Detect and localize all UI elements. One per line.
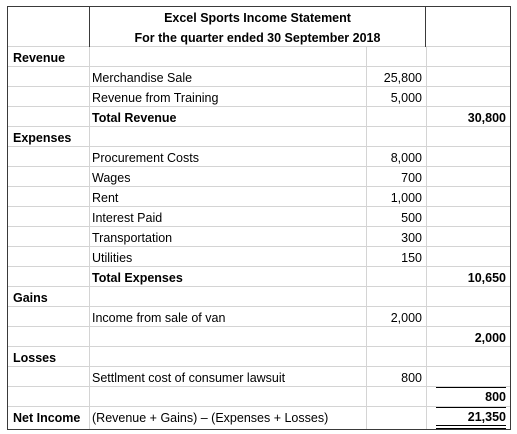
- expense-item-amount: 150: [401, 251, 422, 265]
- total-expenses-label: Total Expenses: [92, 271, 183, 285]
- expense-item-amount: 700: [401, 171, 422, 185]
- revenue-item-amount: 5,000: [390, 91, 422, 105]
- total-expenses-amount: 10,650: [467, 271, 506, 285]
- grid-line: [8, 66, 510, 67]
- grid-line: [89, 47, 90, 429]
- expense-item-label: Interest Paid: [92, 211, 163, 225]
- gains-heading: Gains: [13, 291, 48, 305]
- losses-heading: Losses: [13, 351, 57, 365]
- income-statement-sheet: [7, 6, 511, 430]
- grid-line: [8, 206, 510, 207]
- grid-line: [8, 146, 510, 147]
- net-income-label: Net Income: [13, 411, 81, 425]
- total-revenue-amount: 30,800: [467, 111, 506, 125]
- grid-line: [8, 326, 510, 327]
- statement-subtitle: For the quarter ended 30 September 2018: [134, 31, 381, 45]
- revenue-item-label: Revenue from Training: [92, 91, 219, 105]
- net-income-formula: (Revenue + Gains) – (Expenses + Losses): [92, 411, 329, 425]
- expense-item-label: Transportation: [92, 231, 173, 245]
- grid-line: [8, 86, 510, 87]
- expense-item-label: Utilities: [92, 251, 133, 265]
- total-gains-amount: 2,000: [474, 331, 506, 345]
- expense-item-label: Procurement Costs: [92, 151, 199, 165]
- grid-line: [8, 166, 510, 167]
- grid-line: [8, 186, 510, 187]
- grid-line: [426, 47, 427, 429]
- grid-line: [8, 406, 510, 407]
- revenue-heading: Revenue: [13, 51, 66, 65]
- gain-item-amount: 2,000: [390, 311, 422, 325]
- expense-item-amount: 500: [401, 211, 422, 225]
- expense-item-amount: 1,000: [390, 191, 422, 205]
- grid-line: [8, 226, 510, 227]
- expense-item-label: Rent: [92, 191, 119, 205]
- grid-line: [8, 366, 510, 367]
- total-revenue-label: Total Revenue: [92, 111, 177, 125]
- loss-item-amount: 800: [401, 371, 422, 385]
- gain-item-label: Income from sale of van: [92, 311, 226, 325]
- double-underline: [436, 425, 506, 429]
- loss-item-label: Settlment cost of consumer lawsuit: [92, 371, 286, 385]
- statement-title: Excel Sports Income Statement: [164, 11, 351, 25]
- net-income-amount: 21,350: [436, 407, 506, 426]
- grid-line: [8, 266, 510, 267]
- expense-item-label: Wages: [92, 171, 131, 185]
- revenue-item-amount: 25,800: [383, 71, 422, 85]
- grid-line: [8, 246, 510, 247]
- expenses-heading: Expenses: [13, 131, 72, 145]
- total-losses-amount: 800: [436, 387, 506, 408]
- grid-line: [8, 306, 510, 307]
- revenue-item-label: Merchandise Sale: [92, 71, 193, 85]
- grid-line: [8, 106, 510, 107]
- expense-item-amount: 300: [401, 231, 422, 245]
- expense-item-amount: 8,000: [390, 151, 422, 165]
